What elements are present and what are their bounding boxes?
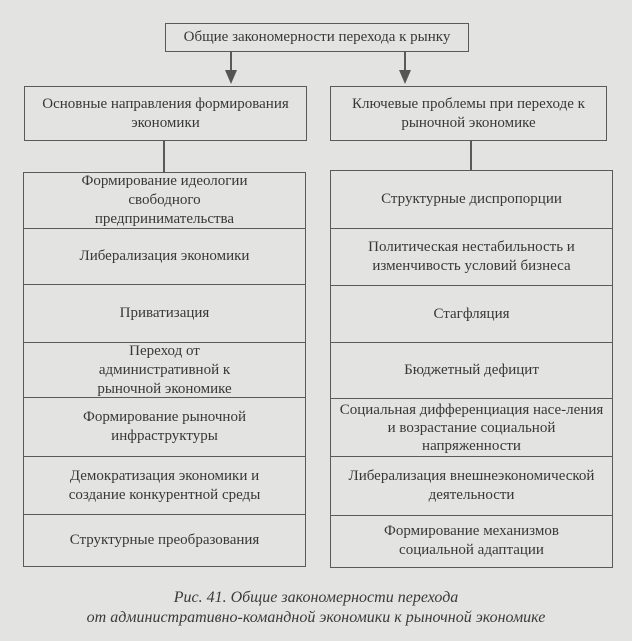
left-item-label: Структурные преобразования [69,531,260,548]
right-items-list [330,170,613,568]
left-items-list [23,172,306,567]
left-item [24,173,305,229]
right-branch-title-box [330,86,607,141]
right-item-label: Формирование механизмов социальной адаптации [384,523,559,558]
arrow-left-head-icon [225,70,237,84]
arrow-right-head-icon [399,70,411,84]
left-item-label: Приватизация [119,305,210,321]
right-item [331,229,612,286]
left-item [24,515,305,565]
right-branch-title: Ключевые проблемы при переходе к рыночной экономике [352,95,585,131]
right-item [331,399,612,457]
left-item [24,343,305,398]
left-item [24,398,305,457]
left-item-label: Либерализация экономики [79,248,250,264]
left-item [24,457,305,515]
root-node [165,23,469,52]
left-item [24,285,305,343]
left-branch-title: Основные направления формирования экономики [42,95,289,131]
left-branch-title-box [24,86,307,141]
right-item [331,343,612,399]
right-item [331,171,612,229]
right-item [331,516,612,566]
figure-caption-line-2: от административно-командной экономики к рыночной экономике [86,609,546,626]
arrow-right-shaft [404,52,406,72]
left-connector [163,141,165,172]
left-item-label: Демократизация экономики и создание конкурентной среды [68,467,261,503]
right-item [331,286,612,343]
right-item-label: Социальная дифференциация насе-ления и возрастание социальной напряженности [339,401,604,454]
right-item [331,457,612,516]
right-item-label: Структурные диспропорции [381,191,562,207]
right-item-label: Либерализация внешнеэкономической деятельности [348,468,595,503]
left-item-label: Формирование рыночной инфраструктуры [83,409,246,444]
left-item-label: Формирование идеологии свободного предпринимательства [81,173,248,227]
left-item-label: Переход от административной к рыночной экономике [97,342,232,397]
figure-caption-line-1: Рис. 41. Общие закономерности перехода [173,589,459,606]
right-item-label: Стагфляция [433,305,510,322]
right-item-label: Бюджетный дефицит [404,362,539,378]
right-connector [470,141,472,170]
root-node-label: Общие закономерности перехода к рынку [183,29,451,45]
right-item-label: Политическая нестабильность и изменчивость условий бизнеса [368,239,575,274]
left-item [24,229,305,285]
arrow-left-shaft [230,52,232,72]
